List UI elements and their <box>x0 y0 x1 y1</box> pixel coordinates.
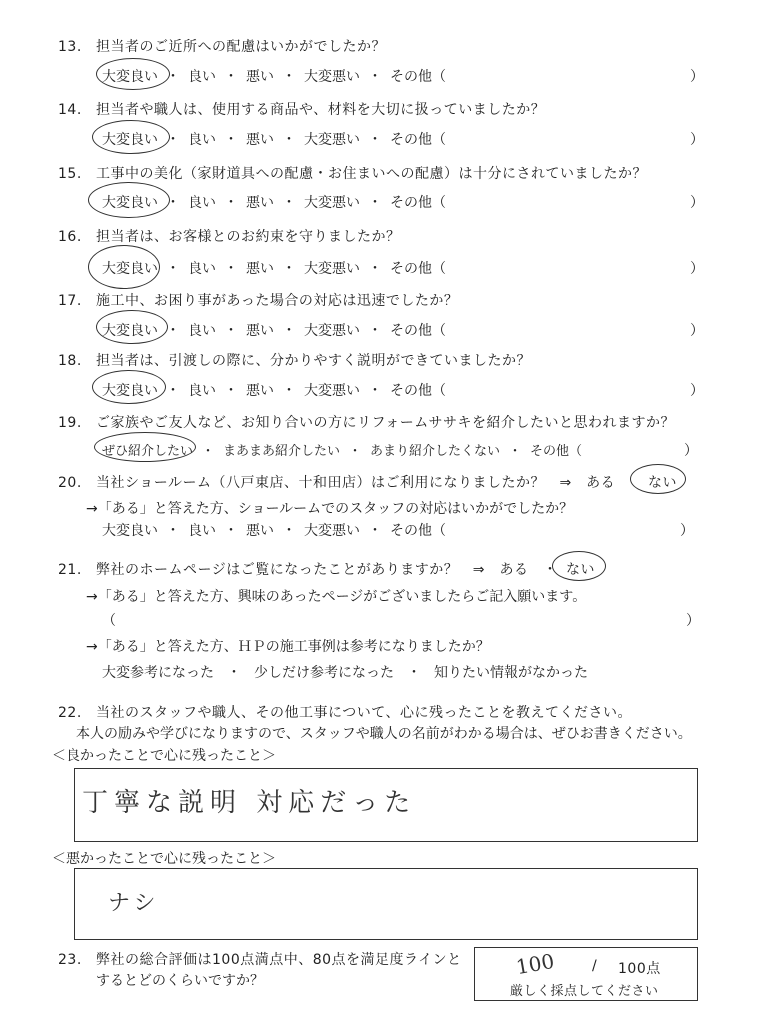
open-paren: （ <box>102 613 117 629</box>
score-slash: / <box>592 958 598 974</box>
question-21: 21. 弊社のホームページはご覧になったことがありますか？ ⇒ ある ・ <box>58 562 558 578</box>
option-very-bad[interactable]: 大変悪い <box>304 261 360 277</box>
option-very-good[interactable]: 大変良い <box>102 132 158 148</box>
option-other[interactable]: その他（ <box>530 444 583 459</box>
option-good[interactable]: 良い <box>188 323 216 339</box>
score-note: 厳しく採点してください <box>510 984 659 999</box>
close-paren: ） <box>680 523 694 539</box>
option-not-recommend[interactable]: あまり紹介したくない <box>370 444 501 459</box>
option-other[interactable]: その他（ <box>390 195 446 211</box>
option-very-bad[interactable]: 大変悪い <box>304 69 360 85</box>
question-13: 13. 担当者のご近所への配慮はいかがでしたか？ <box>58 39 386 55</box>
q22-note: 本人の励みや学びになりますので、スタッフや職人の名前がわかる場合は、ぜひお書きください。 <box>76 726 692 742</box>
option-very-bad[interactable]: 大変悪い <box>304 383 360 399</box>
q20-subquestion: →「ある」と答えた方、ショールームでのスタッフの対応はいかがでしたか？ <box>86 501 574 517</box>
answer-no-21[interactable]: ない <box>566 562 595 578</box>
options-14: 大変良い ・ 良い ・ 悪い ・ 大変悪い ・ その他（ <box>102 132 446 148</box>
option-bad[interactable]: 悪い <box>246 69 274 85</box>
options-19: ぜひ紹介したい ・ まあまあ紹介したい ・ あまり紹介したくない ・ その他（ <box>102 444 583 459</box>
q23-line2: するとどのくらいですか？ <box>96 973 264 989</box>
question-23: 23. 弊社の総合評価は100点満点中、80点を満足度ラインと <box>58 952 462 968</box>
option-very-bad[interactable]: 大変悪い <box>304 523 360 539</box>
option-good[interactable]: 良い <box>188 195 216 211</box>
question-20: 20. 当社ショールーム（八戸東店、十和田店）はご利用になりましたか？ ⇒ ある <box>58 475 616 491</box>
good-answer-text: 丁寧な説明 対応だった <box>82 788 417 818</box>
bad-answer-box[interactable] <box>74 868 698 940</box>
option-other[interactable]: その他（ <box>390 69 446 85</box>
options-15: 大変良い ・ 良い ・ 悪い ・ 大変悪い ・ その他（ <box>102 195 446 211</box>
option-very-bad[interactable]: 大変悪い <box>304 132 360 148</box>
option-bad[interactable]: 悪い <box>246 195 274 211</box>
option-somewhat-recommend[interactable]: まあまあ紹介したい <box>223 444 341 459</box>
q21-subquestion-1: →「ある」と答えた方、興味のあったページがございましたらご記入願います。 <box>86 589 587 605</box>
option-very-good[interactable]: 大変良い <box>102 323 158 339</box>
option-other[interactable]: その他（ <box>390 132 446 148</box>
q21-subquestion-2: →「ある」と答えた方、ＨＰの施工事例は参考になりましたか？ <box>86 639 490 655</box>
option-very-helpful[interactable]: 大変参考になった <box>102 665 214 681</box>
option-slightly-helpful[interactable]: 少しだけ参考になった <box>254 665 394 681</box>
option-good[interactable]: 良い <box>188 261 216 277</box>
option-good[interactable]: 良い <box>188 383 216 399</box>
question-22: 22. 当社のスタッフや職人、その他工事について、心に残ったことを教えてください。 <box>58 705 632 721</box>
option-very-good[interactable]: 大変良い <box>102 261 158 277</box>
close-paren: ） <box>690 383 704 399</box>
close-paren: ） <box>690 132 704 148</box>
bad-header: ＜悪かったことで心に残ったこと＞ <box>52 851 276 867</box>
option-good[interactable]: 良い <box>188 132 216 148</box>
option-very-good[interactable]: 大変良い <box>102 69 158 85</box>
score-max: 100点 <box>618 961 661 977</box>
question-17: 17. 施工中、お困り事があった場合の対応は迅速でしたか？ <box>58 293 459 309</box>
close-paren: ） <box>686 613 700 629</box>
option-very-good[interactable]: 大変良い <box>102 383 158 399</box>
close-paren: ） <box>690 69 704 85</box>
score-value[interactable]: 100 <box>514 948 556 980</box>
close-paren: ） <box>690 195 704 211</box>
option-other[interactable]: その他（ <box>390 383 446 399</box>
close-paren: ） <box>690 261 704 277</box>
option-bad[interactable]: 悪い <box>246 132 274 148</box>
options-21: 大変参考になった ・ 少しだけ参考になった ・ 知りたい情報がなかった <box>102 665 588 681</box>
option-very-good[interactable]: 大変良い <box>102 195 158 211</box>
option-good[interactable]: 良い <box>188 69 216 85</box>
question-16: 16. 担当者は、お客様とのお約束を守りましたか？ <box>58 229 401 245</box>
options-18: 大変良い ・ 良い ・ 悪い ・ 大変悪い ・ その他（ <box>102 383 446 399</box>
question-14: 14. 担当者や職人は、使用する商品や、材料を大切に扱っていましたか？ <box>58 102 546 118</box>
option-other[interactable]: その他（ <box>390 523 446 539</box>
option-other[interactable]: その他（ <box>390 261 446 277</box>
close-paren: ） <box>684 443 698 459</box>
question-18: 18. 担当者は、引渡しの際に、分かりやすく説明ができていましたか？ <box>58 353 531 369</box>
option-bad[interactable]: 悪い <box>246 261 274 277</box>
options-17: 大変良い ・ 良い ・ 悪い ・ 大変悪い ・ その他（ <box>102 323 446 339</box>
bad-answer-text: ナシ <box>108 891 160 916</box>
option-bad[interactable]: 悪い <box>246 523 274 539</box>
options-20: 大変良い ・ 良い ・ 悪い ・ 大変悪い ・ その他（ <box>102 523 446 539</box>
option-good[interactable]: 良い <box>188 523 216 539</box>
question-19: 19. ご家族やご友人など、お知り合いの方にリフォームササキを紹介したいと思われますか？ <box>58 415 676 431</box>
option-very-bad[interactable]: 大変悪い <box>304 195 360 211</box>
option-very-good[interactable]: 大変良い <box>102 523 158 539</box>
option-other[interactable]: その他（ <box>390 323 446 339</box>
answer-no-20[interactable]: ない <box>648 475 677 491</box>
good-header: ＜良かったことで心に残ったこと＞ <box>52 748 276 764</box>
options-13: 大変良い ・ 良い ・ 悪い ・ 大変悪い ・ その他（ <box>102 69 446 85</box>
options-16: 大変良い ・ 良い ・ 悪い ・ 大変悪い ・ その他（ <box>102 261 446 277</box>
option-very-bad[interactable]: 大変悪い <box>304 323 360 339</box>
question-15: 15. 工事中の美化（家財道具への配慮・お住まいへの配慮）は十分にされていましたか？ <box>58 166 647 182</box>
close-paren: ） <box>690 323 704 339</box>
option-bad[interactable]: 悪い <box>246 383 274 399</box>
option-definitely-recommend[interactable]: ぜひ紹介したい <box>102 444 194 459</box>
option-bad[interactable]: 悪い <box>246 323 274 339</box>
option-no-info[interactable]: 知りたい情報がなかった <box>434 665 588 681</box>
